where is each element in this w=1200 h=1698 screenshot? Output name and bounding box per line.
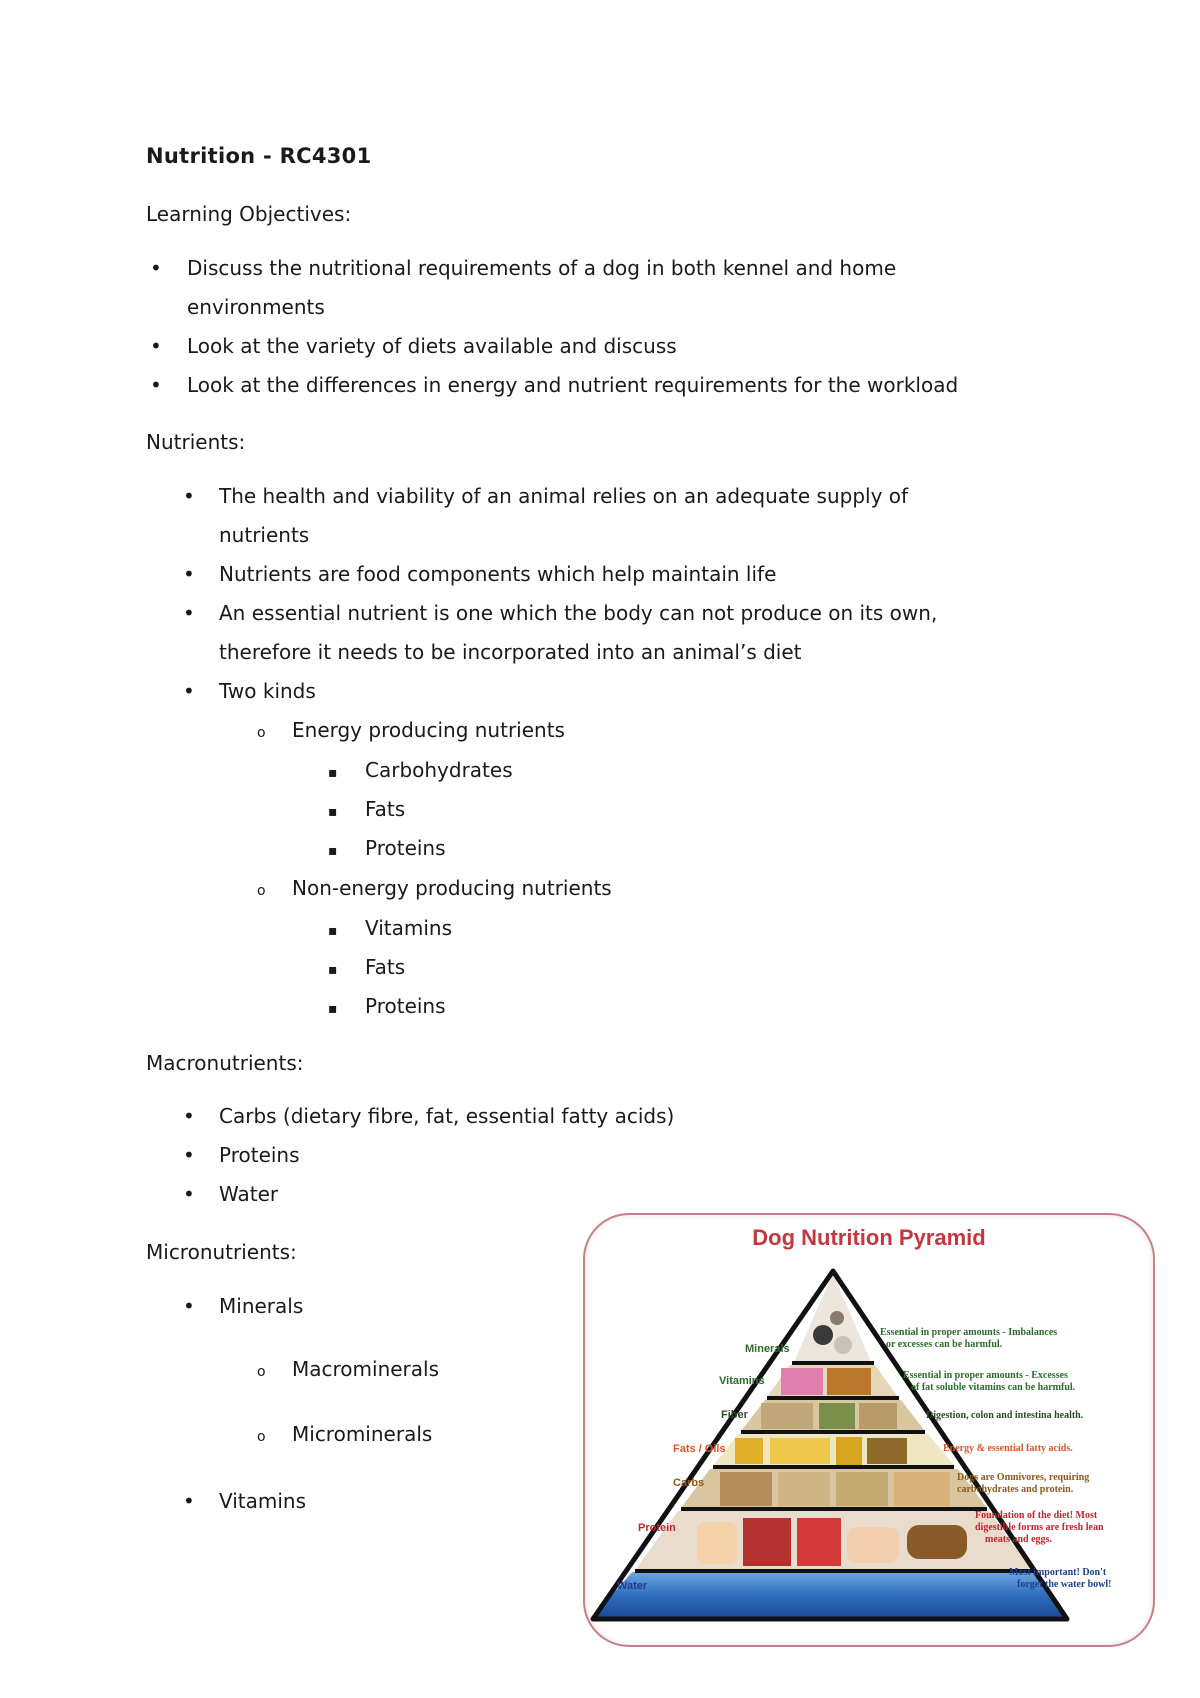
pyramid-title: Dog Nutrition Pyramid: [752, 1225, 986, 1250]
pyramid-water-band: [593, 1572, 1067, 1617]
list-item: Minerals: [219, 1294, 304, 1318]
list-item: Look at the variety of diets available and discuss: [187, 334, 677, 358]
list-item: Vitamins: [219, 1489, 307, 1513]
fiber-green-image: [819, 1403, 855, 1429]
fiber-grain-image: [761, 1403, 813, 1429]
desc-line: Essential in proper amounts - Imbalances: [880, 1327, 1058, 1338]
learning-objectives-heading: Learning Objectives:: [146, 202, 352, 226]
bullet: [183, 555, 195, 594]
list-item: Proteins: [219, 1143, 300, 1167]
minerals-salt-image: [834, 1336, 852, 1354]
desc-line: forget the water bowl!: [1017, 1579, 1112, 1590]
fiber-seeds-image: [859, 1403, 897, 1429]
minerals-crystal-image: [830, 1311, 844, 1325]
sub-sub-bullet: [328, 829, 338, 871]
bullet: [183, 1175, 195, 1214]
pyramid-label-fats: Fats / Oils: [673, 1443, 726, 1455]
list-item: An essential nutrient is one which the body can not produce on its own,: [219, 601, 938, 625]
desc-line: digestible forms are fresh lean: [975, 1522, 1104, 1533]
sub-bullet: [257, 1415, 266, 1457]
desc-line: meats and eggs.: [985, 1534, 1052, 1545]
desc-line: Essential in proper amounts - Excesses: [903, 1370, 1068, 1381]
desc-line: Foundation of the diet! Most: [975, 1510, 1098, 1521]
carbs-potato-image: [894, 1472, 950, 1506]
sub-sub-bullet: [328, 987, 338, 1029]
pyramid-label-minerals: Minerals: [745, 1343, 790, 1355]
sub-sub-bullet: [328, 948, 338, 990]
minerals-stone-image: [813, 1325, 833, 1345]
pyramid-label-fiber: Fiber: [721, 1409, 748, 1421]
sub-sub-list-item: Proteins: [365, 836, 446, 860]
carbs-grain-image: [720, 1472, 772, 1506]
document-title: Nutrition - RC4301: [146, 144, 372, 168]
protein-egg-image: [697, 1522, 737, 1564]
pyramid-desc-minerals: [880, 1327, 1057, 1351]
desc-line: of fat soluble vitamins can be harmful.: [911, 1382, 1076, 1393]
sub-sub-list-item: Fats: [365, 955, 406, 979]
bullet: [183, 1482, 195, 1521]
pyramid-desc-fats: [943, 1443, 1073, 1455]
sub-list-item: Microminerals: [292, 1422, 433, 1446]
bullet: [183, 1097, 195, 1136]
list-item: Discuss the nutritional requirements of a dog in both kennel and home: [187, 256, 897, 280]
desc-line: carbohydrates and protein.: [957, 1484, 1074, 1495]
desc-line: or excesses can be harmful.: [886, 1339, 1003, 1350]
vitamins-pills-image: [781, 1368, 823, 1395]
list-item: Water: [219, 1182, 279, 1206]
sub-sub-bullet: [328, 909, 338, 951]
desc-line: Energy & essential fatty acids.: [943, 1443, 1073, 1454]
pyramid-label-protein: Protein: [638, 1522, 676, 1534]
list-item: Carbs (dietary fibre, fat, essential fatty acids): [219, 1104, 675, 1128]
bullet: [183, 672, 195, 711]
bullet: [150, 249, 162, 288]
fats-capsules-image: [770, 1438, 830, 1464]
protein-chicken-image: [847, 1527, 899, 1563]
protein-steak-image: [797, 1518, 841, 1566]
desc-line: Digestion, colon and intestina health.: [926, 1410, 1084, 1421]
sub-sub-list-item: Proteins: [365, 994, 446, 1018]
pyramid-desc-protein: [975, 1510, 1104, 1546]
pyramid-label-carbs: Carbs: [673, 1477, 705, 1489]
desc-line: Dogs are Omnivores, requiring: [957, 1472, 1090, 1483]
pyramid-desc-water: [1009, 1567, 1112, 1591]
sub-bullet: [257, 711, 266, 753]
list-item: The health and viability of an animal relies on an adequate supply of: [219, 484, 909, 508]
sub-sub-bullet: [328, 751, 338, 793]
sub-list-item: Non-energy producing nutrients: [292, 876, 612, 900]
pyramid-desc-vitamins: [903, 1370, 1075, 1394]
sub-sub-bullet: [328, 790, 338, 832]
pyramid-label-vitamins: Vitamins: [719, 1375, 765, 1387]
pyramid-label-water: Water: [617, 1580, 648, 1592]
bullet: [183, 477, 195, 516]
fats-seeds-image: [867, 1438, 907, 1464]
sub-list-item: Macrominerals: [292, 1357, 440, 1381]
list-item: Two kinds: [219, 679, 316, 703]
pyramid-desc-fiber: [926, 1410, 1083, 1422]
nutrients-heading: Nutrients:: [146, 430, 246, 454]
sub-bullet: [257, 1350, 266, 1392]
sub-list-item: Energy producing nutrients: [292, 718, 565, 742]
list-item: nutrients: [219, 523, 310, 547]
list-item: Nutrients are food components which help maintain life: [219, 562, 777, 586]
sub-sub-list-item: Fats: [365, 797, 406, 821]
bullet: [183, 1136, 195, 1175]
pyramid-desc-carbs: [957, 1472, 1089, 1496]
sub-sub-list-item: Vitamins: [365, 916, 453, 940]
protein-meat-image: [743, 1518, 791, 1566]
fats-oil-bottle-image: [836, 1437, 862, 1465]
desc-line: Most important! Don't: [1009, 1567, 1107, 1578]
bullet: [150, 327, 162, 366]
bullet: [150, 366, 162, 405]
dog-nutrition-pyramid-figure: [583, 1213, 1155, 1647]
sub-sub-list-item: Carbohydrates: [365, 758, 513, 782]
carbs-oats-image: [836, 1472, 888, 1506]
macronutrients-heading: Macronutrients:: [146, 1051, 304, 1075]
sub-bullet: [257, 869, 266, 911]
list-item: Look at the differences in energy and nutrient requirements for the workload: [187, 373, 959, 397]
list-item: therefore it needs to be incorporated into an animal’s diet: [219, 640, 802, 664]
carbs-rice-image: [778, 1472, 830, 1506]
vitamins-capsules-image: [827, 1368, 871, 1395]
protein-grilled-image: [907, 1525, 967, 1559]
bullet: [183, 594, 195, 633]
bullet: [183, 1287, 195, 1326]
list-item: environments: [187, 295, 325, 319]
micronutrients-heading: Micronutrients:: [146, 1240, 297, 1264]
fats-flower-image: [735, 1438, 763, 1464]
